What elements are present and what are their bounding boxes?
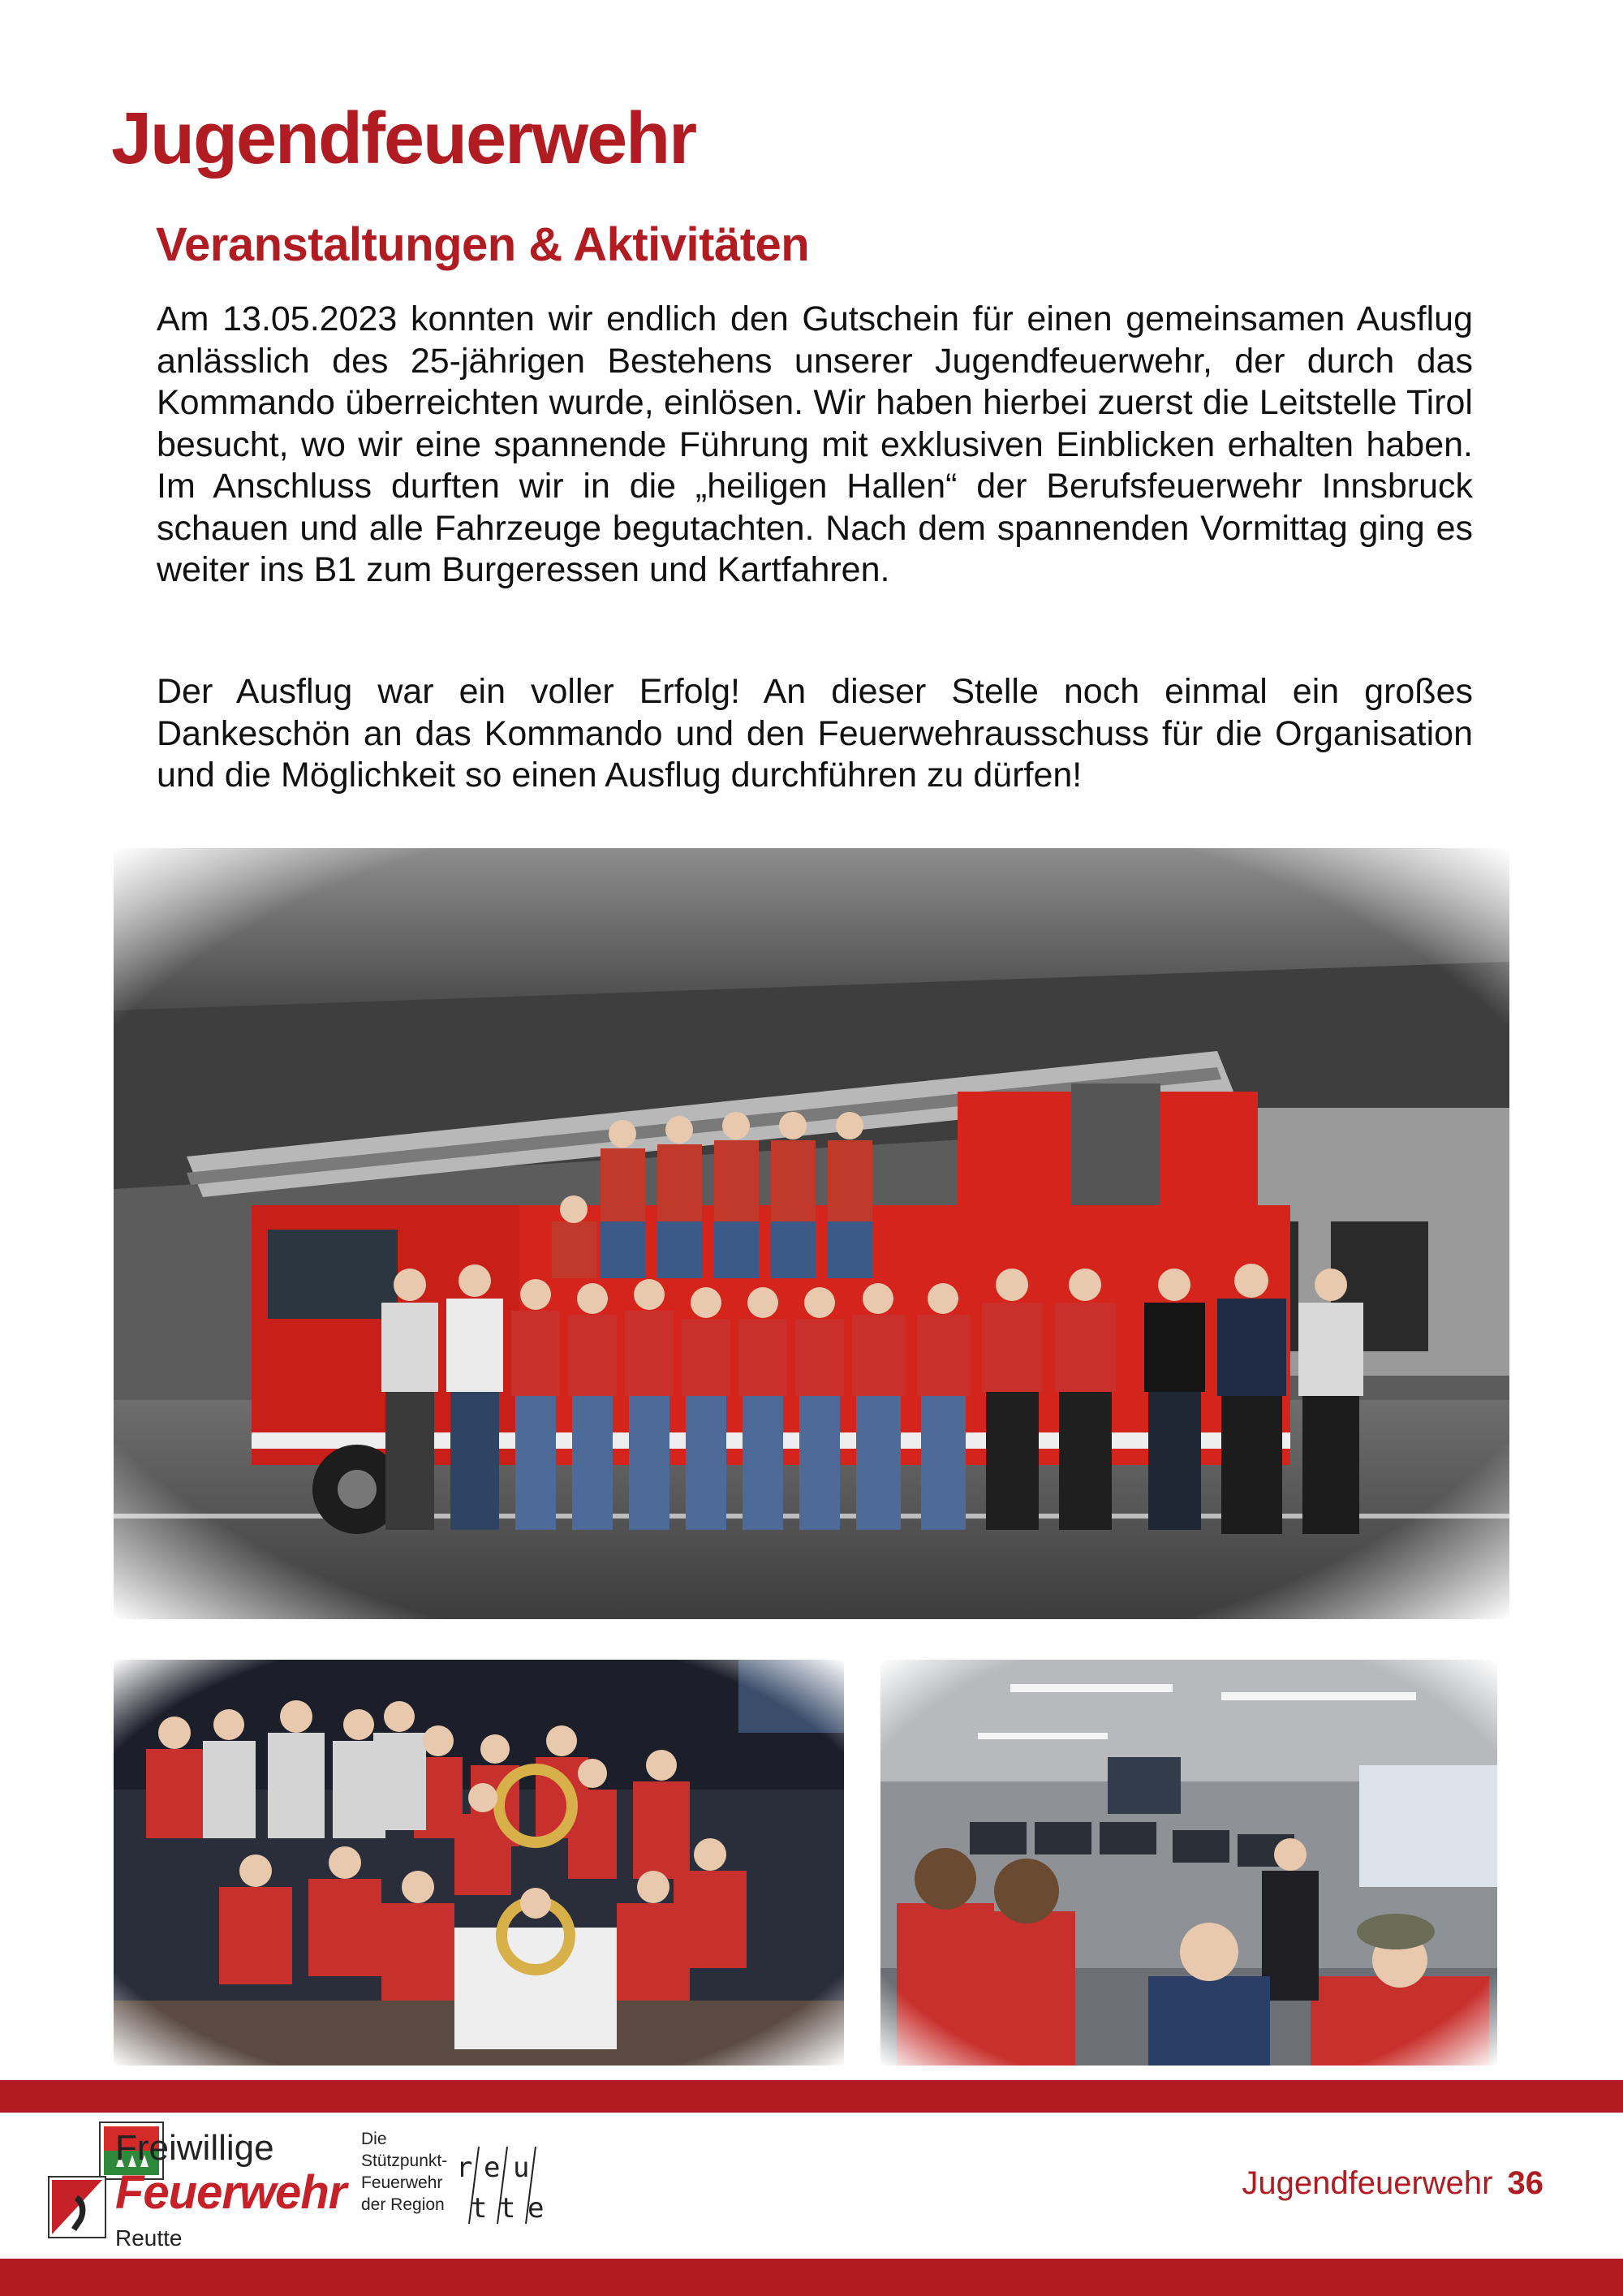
page-title: Jugendfeuerwehr bbox=[111, 98, 696, 179]
logo-text-feuerwehr: Feuerwehr bbox=[115, 2166, 347, 2219]
svg-text:e: e bbox=[527, 2192, 545, 2225]
svg-text:t: t bbox=[499, 2192, 516, 2225]
slogan-line: der Region bbox=[361, 2195, 445, 2214]
group-photo-kart-venue bbox=[114, 1660, 844, 2066]
group-photo-control-center bbox=[880, 1660, 1497, 2066]
article-paragraph-1 bbox=[157, 299, 1473, 592]
footer-bar-top bbox=[0, 2080, 1623, 2113]
reutte-wordmark-logo bbox=[454, 2143, 552, 2232]
section-subtitle: Veranstaltungen & Aktivitäten bbox=[156, 218, 810, 271]
slogan-line: Feuerwehr bbox=[361, 2173, 443, 2192]
paragraph-text: Der Ausflug war ein voller Erfolg! An dieser Stelle noch einmal ein großes Dankeschön an das Kommando und den Feuerwehrausschuss für die Organisation und die Möglichkeit so einen Ausflug durchführen zu dürfen! bbox=[157, 672, 1473, 795]
page-number: 36 bbox=[1507, 2165, 1543, 2201]
group-photo-fire-truck bbox=[114, 848, 1509, 1619]
logo-text-reutte: Reutte bbox=[115, 2225, 183, 2251]
svg-text:r: r bbox=[456, 2152, 473, 2184]
slogan-text bbox=[361, 2128, 447, 2216]
footer-bar-bottom bbox=[0, 2259, 1623, 2296]
footer-section-label bbox=[1242, 2165, 1543, 2202]
article-paragraph-2 bbox=[157, 671, 1473, 797]
svg-text:e: e bbox=[484, 2152, 501, 2184]
svg-text:t: t bbox=[471, 2192, 488, 2225]
logo-text-freiwillige: Freiwillige bbox=[115, 2128, 274, 2168]
slogan-line: Die bbox=[361, 2130, 387, 2148]
paragraph-text: Am 13.05.2023 konnten wir endlich den Gutschein für einen gemeinsamen Ausflug anlässlich des 25-jährigen Bestehens unserer Jugendfeuerwehr, der durch das Kommando überreichten wurde, einlösen. Wir haben hierbei zuerst die Leitstelle Tirol besucht, wo wir eine spannende Führung mit exklusiven Einblicken erhalten haben. Im Anschluss durften wir in die „heiligen Hallen“ der Berufsfeuerwehr Innsbruck schauen und alle Fahrzeuge begutachten. Nach dem spannenden Vormittag ging es weiter ins B1 zum Burgeressen und Kartfahren. bbox=[157, 299, 1473, 589]
svg-text:u: u bbox=[513, 2152, 530, 2184]
slogan-line: Stützpunkt- bbox=[361, 2152, 448, 2170]
footer-section-name: Jugendfeuerwehr bbox=[1242, 2165, 1493, 2201]
